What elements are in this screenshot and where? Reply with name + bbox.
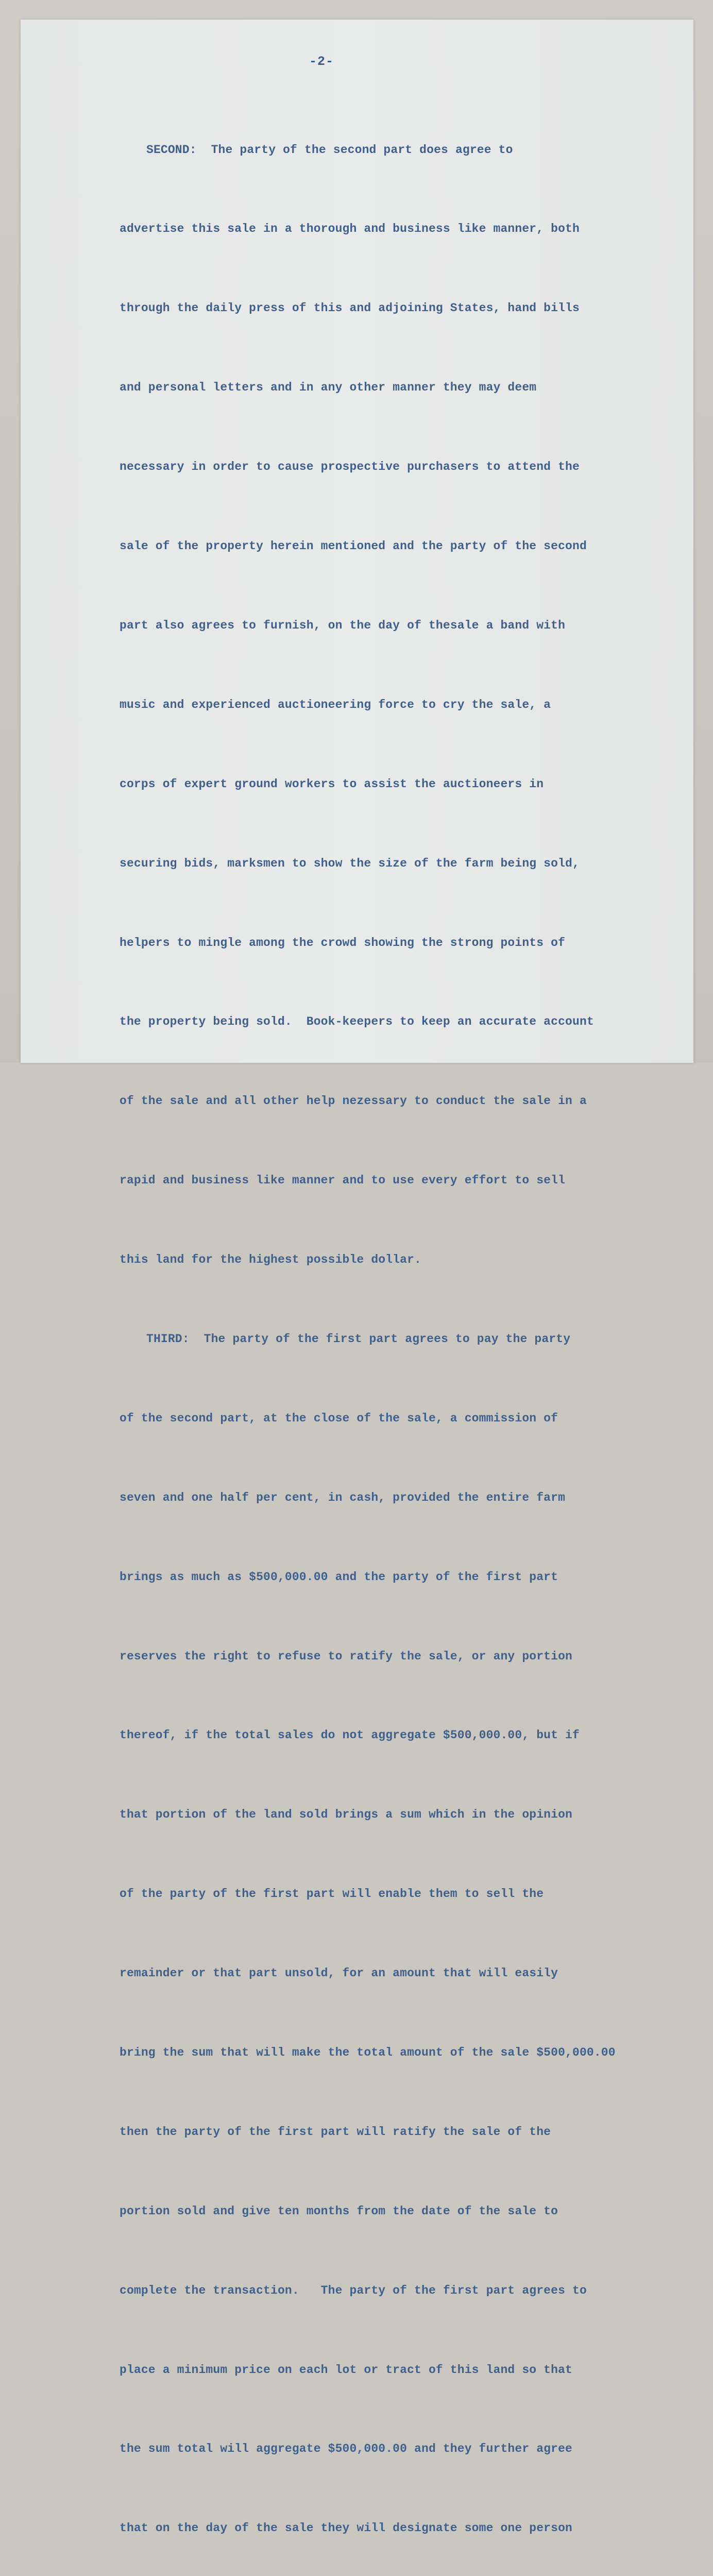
text-line: sale of the property herein mentioned and the party of the second (120, 539, 587, 553)
text-line: the property being sold. Book-keepers to keep an accurate account (120, 1015, 594, 1029)
text-line: the sum total will aggregate $500,000.00 and they further agree (120, 2442, 572, 2456)
text-line: complete the transaction. The party of the first part agrees to (120, 2283, 587, 2297)
text-line: SECOND: The party of the second part does agree to (146, 143, 513, 157)
text-line: this land for the highest possible dollar. (120, 1253, 421, 1267)
text-line: remainder or that part unsold, for an amount that will easily (120, 1967, 558, 1980)
text-line: then the party of the first part will ratify the sale of the (120, 2125, 551, 2139)
page-number: -2- (309, 54, 334, 69)
text-line: bring the sum that will make the total amount of the sale $500,000.00 (120, 2045, 616, 2059)
text-line: brings as much as $500,000.00 and the party of the first part (120, 1570, 558, 1584)
document-body (120, 84, 676, 2576)
text-line: place a minimum price on each lot or tract of this land so that (120, 2363, 572, 2377)
text-line: through the daily press of this and adjoining States, hand bills (120, 301, 580, 315)
text-line: thereof, if the total sales do not aggregate $500,000.00, but if (120, 1728, 580, 1742)
text-line: necessary in order to cause prospective purchasers to attend the (120, 460, 580, 474)
text-line: reserves the right to refuse to ratify the sale, or any portion (120, 1649, 572, 1663)
text-line: portion sold and give ten months from the date of the sale to (120, 2204, 558, 2218)
text-line: of the party of the first part will enable them to sell the (120, 1887, 544, 1901)
text-line: helpers to mingle among the crowd showing the strong points of (120, 936, 566, 950)
text-line: seven and one half per cent, in cash, provided the entire farm (120, 1490, 566, 1504)
text-line: music and experienced auctioneering force to cry the sale, a (120, 698, 551, 711)
text-line: rapid and business like manner and to use every effort to sell (120, 1174, 566, 1188)
text-line: advertise this sale in a thorough and business like manner, both (120, 222, 580, 236)
text-line: that on the day of the sale they will designate some one person (120, 2521, 572, 2535)
text-line: THIRD: The party of the first part agrees to pay the party (146, 1332, 571, 1346)
text-line: corps of expert ground workers to assist the auctioneers in (120, 777, 544, 791)
text-line: of the sale and all other help nezessary to conduct the sale in a (120, 1094, 587, 1108)
text-line: and personal letters and in any other manner they may deem (120, 381, 537, 395)
text-line: securing bids, marksmen to show the size of the farm being sold, (120, 856, 580, 870)
text-line: part also agrees to furnish, on the day of thesale a band with (120, 618, 566, 632)
text-line: of the second part, at the close of the sale, a commission of (120, 1411, 558, 1425)
text-line: that portion of the land sold brings a sum which in the opinion (120, 1808, 572, 1822)
